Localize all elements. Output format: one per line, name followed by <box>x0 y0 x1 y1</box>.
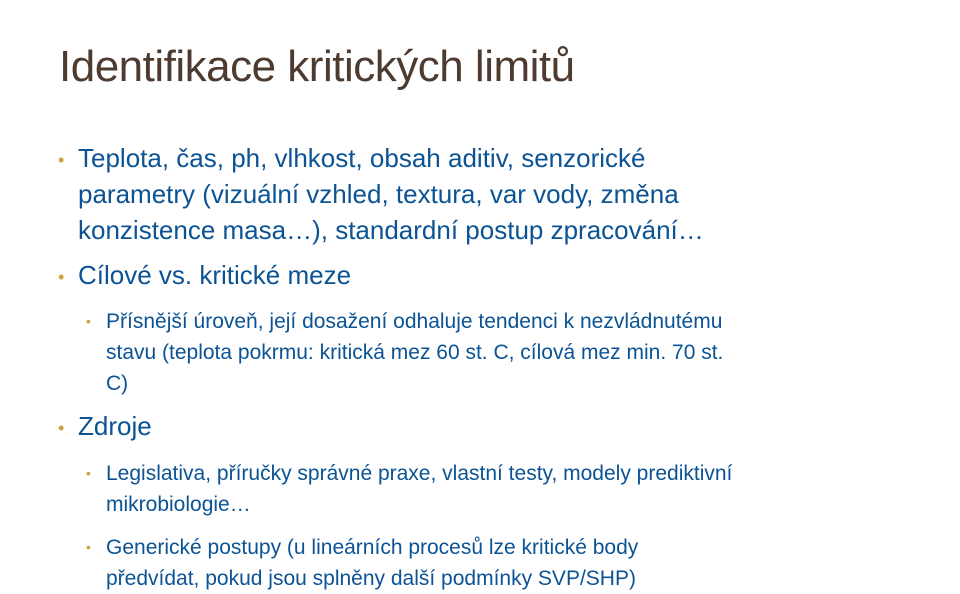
bullet-marker: • <box>58 418 65 438</box>
bullet-marker: • <box>86 465 91 481</box>
sub-bullet-item-legislation <box>58 458 938 520</box>
bullet-line: Cílové vs. kritické meze <box>78 260 352 290</box>
bullet-item-parameters <box>58 140 938 248</box>
bullet-line: stavu (teplota pokrmu: kritická mez 60 st. C, cílová mez min. 70 st. <box>106 341 724 364</box>
bullet-line: konzistence masa…), standardní postup zpracování… <box>78 215 704 245</box>
bullet-line: Legislativa, příručky správné praxe, vlastní testy, modely prediktivní <box>106 462 733 485</box>
bullet-line: Přísnější úroveň, její dosažení odhaluje tendenci k nezvládnutému <box>106 310 723 333</box>
bullet-item-target-vs-critical <box>58 257 938 293</box>
bullet-line: Generické postupy (u lineárních procesů lze kritické body <box>106 536 639 559</box>
bullet-marker: • <box>58 150 65 170</box>
bullet-line: Zdroje <box>78 411 152 441</box>
slide-title: Identifikace kritických limitů <box>59 42 575 91</box>
bullet-line: předvídat, pokud jsou splněny další podmínky SVP/SHP) <box>106 567 636 590</box>
bullet-line: C) <box>106 372 129 395</box>
bullet-line: mikrobiologie… <box>106 493 251 516</box>
bullet-line: parametry (vizuální vzhled, textura, var vody, změna <box>78 179 679 209</box>
bullet-marker: • <box>86 313 91 329</box>
bullet-marker: • <box>58 267 65 287</box>
bullet-item-sources <box>58 408 938 444</box>
bullet-list <box>58 140 938 594</box>
bullet-line: Teplota, čas, ph, vlhkost, obsah aditiv, senzorické <box>78 143 646 173</box>
sub-bullet-item-stricter-level <box>58 306 938 399</box>
sub-bullet-item-generic-procedures <box>58 532 938 594</box>
bullet-marker: • <box>86 539 91 555</box>
